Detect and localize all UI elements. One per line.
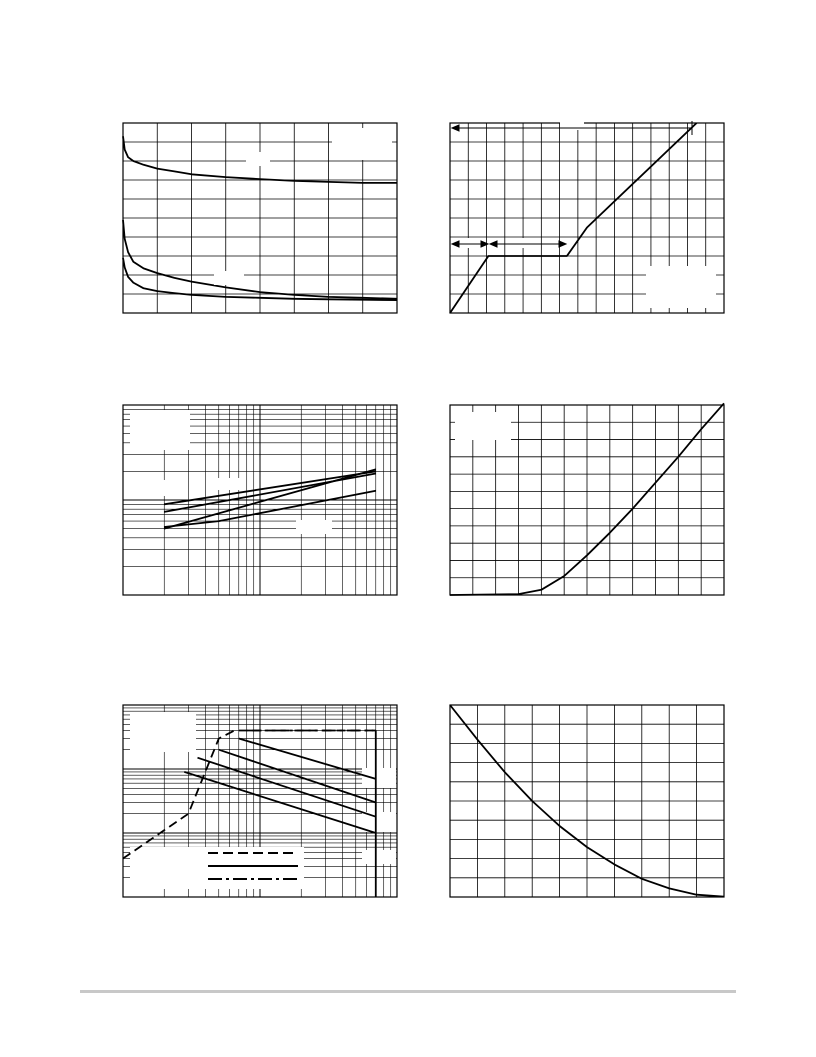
chart-6-panel [450,705,724,897]
chart-3-label-box [218,478,240,490]
chart-3-label-box [130,410,190,450]
chart-1-label-box [332,128,392,160]
chart-5-label-box [362,768,396,788]
chart-4-label-box [455,412,511,440]
chart-5-label-box [362,812,396,832]
chart-3-label-box [296,520,332,534]
chart-3-label-box [140,480,174,496]
chart-4-panel [450,403,724,595]
chart-1-panel [123,123,397,313]
chart-2-panel [450,120,724,313]
chart-5-panel [123,705,397,897]
chart-5-label-box [362,850,396,864]
chart-1-label-box [214,271,244,285]
chart-1-label-box [246,152,270,166]
chart-2-label-box [512,238,536,248]
chart-5-label-box [130,712,196,752]
chart-2-label-box [646,266,716,308]
chart-3-panel [123,405,397,595]
footer-rule [80,990,736,993]
